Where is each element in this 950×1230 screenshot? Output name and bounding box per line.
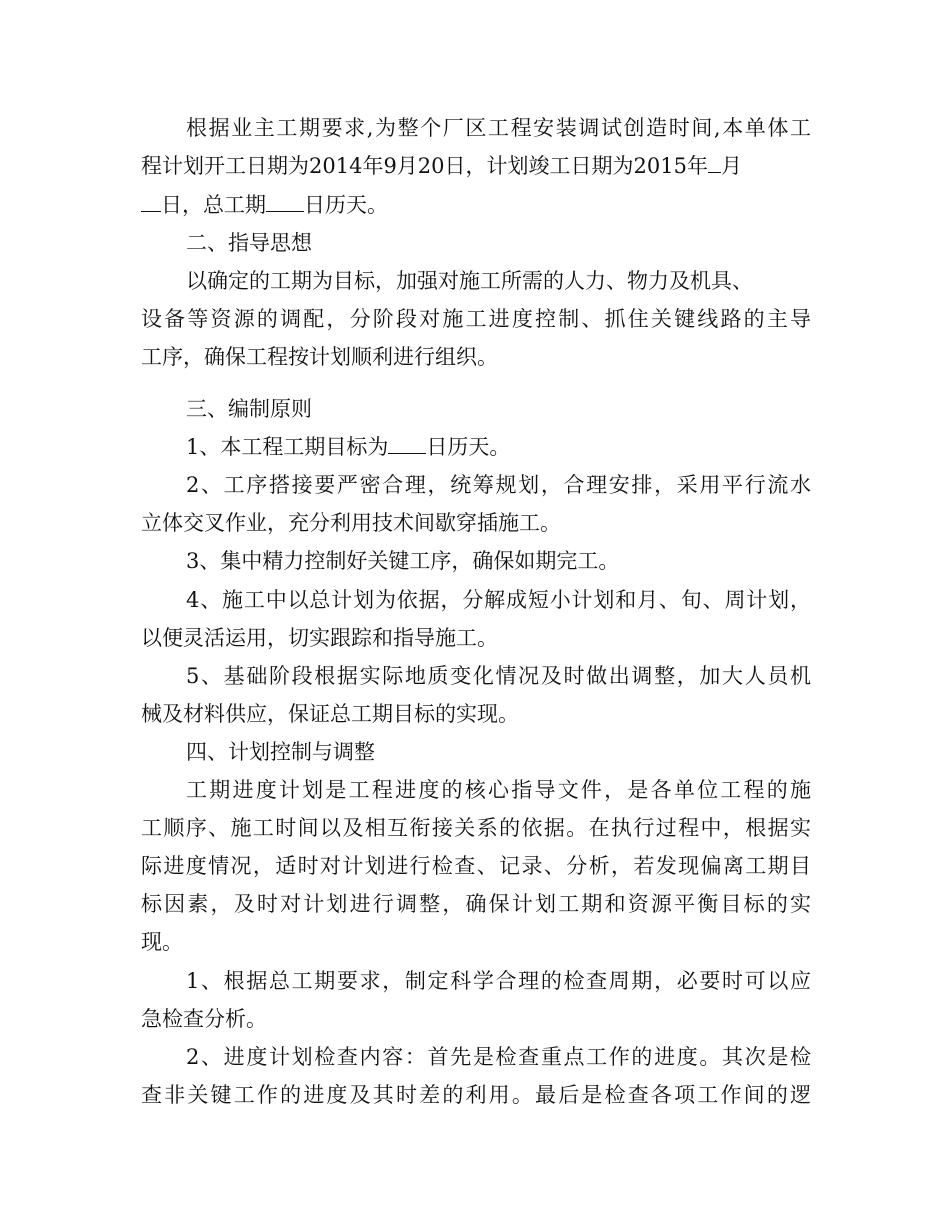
paragraph-line: 工序，确保工程按计划顺利进行组织。 xyxy=(141,345,498,369)
list-item: 立体交叉作业，充分利用技术间歇穿插施工。 xyxy=(141,511,561,535)
month-label: 月 xyxy=(720,154,742,178)
plan-dates-text: 程计划开工日期为2014年9月20日，计划竣工日期为2015年 xyxy=(141,154,708,178)
paragraph-line xyxy=(141,191,388,219)
paragraph-line: 工顺序、施工时间以及相互衔接关系的依据。在执行过程中，根据实 xyxy=(141,816,811,840)
list-item-text: 日历天。 xyxy=(426,435,511,459)
paragraph-line: 设备等资源的调配，分阶段对施工进度控制、抓住关键线路的主导 xyxy=(141,307,811,331)
list-item: 2、工序搭接要严密合理，统筹规划，合理安排，采用平行流水 xyxy=(186,473,811,497)
section-heading: 二、指导思想 xyxy=(186,231,312,255)
list-item: 4、施工中以总计划为依据，分解成短小计划和月、旬、周计划， xyxy=(186,588,811,612)
list-item: 3、集中精力控制好关键工序，确保如期完工。 xyxy=(186,549,620,573)
paragraph-line: 根据业主工期要求,为整个厂区工程安装调试创造时间,本单体工 xyxy=(186,116,811,140)
list-item xyxy=(186,433,510,461)
calendar-days-text: 日历天。 xyxy=(304,193,388,217)
blank-duration xyxy=(266,191,304,212)
section-heading: 四、计划控制与调整 xyxy=(186,740,375,764)
section-heading: 三、编制原则 xyxy=(186,397,312,421)
paragraph-line: 以确定的工期为目标，加强对施工所需的人力、物力及机具、 xyxy=(186,269,753,293)
total-duration-text: 日，总工期 xyxy=(161,193,266,217)
list-item: 查非关键工作的进度及其时差的利用。最后是检查各项工作间的逻 xyxy=(141,1083,811,1107)
list-item: 以便灵活运用，切实跟踪和指导施工。 xyxy=(141,626,498,650)
list-item-text: 1、本工程工期目标为 xyxy=(186,435,389,459)
list-item: 5、基础阶段根据实际地质变化情况及时做出调整，加大人员机 xyxy=(186,664,811,688)
paragraph-line: 工期进度计划是工程进度的核心指导文件，是各单位工程的施 xyxy=(186,778,811,802)
paragraph-line: 际进度情况，适时对计划进行检查、记录、分析，若发现偏离工期目 xyxy=(141,854,811,878)
blank-day xyxy=(141,191,161,212)
paragraph-line xyxy=(141,152,742,180)
list-item: 1、根据总工期要求，制定科学合理的检查周期，必要时可以应 xyxy=(186,969,811,993)
blank-month xyxy=(708,152,721,173)
paragraph-line: 现。 xyxy=(141,930,183,954)
list-item: 械及材料供应，保证总工期目标的实现。 xyxy=(141,702,519,726)
paragraph-line: 标因素，及时对计划进行调整，确保计划工期和资源平衡目标的实 xyxy=(141,892,811,916)
list-item: 2、进度计划检查内容：首先是检查重点工作的进度。其次是检 xyxy=(186,1045,811,1069)
list-item: 急检查分析。 xyxy=(141,1007,267,1031)
blank-duration xyxy=(388,433,426,454)
